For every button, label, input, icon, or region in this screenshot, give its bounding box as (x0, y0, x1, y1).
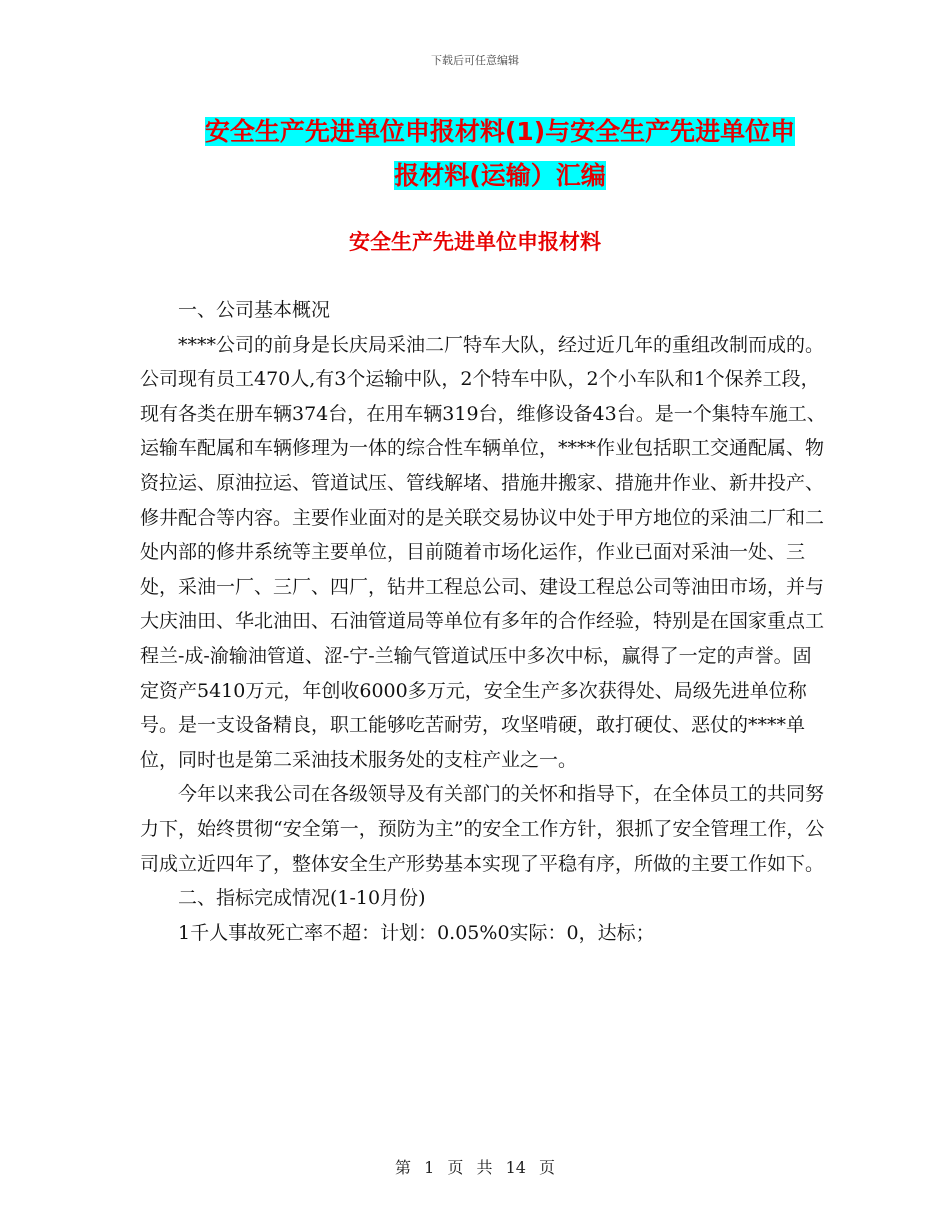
paragraph-company-profile: ****公司的前身是长庆局采油二厂特车大队，经过近几年的重组改制而成的。公司现有员工470人,有3个运输中队，2个特车中队，2个小车队和1个保养工段，现有各类在册车辆374台，在用车辆319台，维修设备43台。是一个集特车施工、运输车配属和车辆修理为一体的综合性车辆单位，****作业包括职工交通配属、物资拉运、原油拉运、管道试压、管线解堵、措施井搬家、措施井作业、新井投产、修井配合等内容。主要作业面对的是关联交易协议中处于甲方地位的采油二厂和二处内部的修井系统等主要单位，目前随着市场化运作，作业已面对采油一处、三处，采油一厂、三厂、四厂，钻井工程总公司、建设工程总公司等油田市场，并与大庆油田、华北油田、石油管道局等单位有多年的合作经验，特别是在国家重点工程兰-成-渝输油管道、涩-宁-兰输气管道试压中多次中标，赢得了一定的声誉。固定资产5410万元，年创收6000多万元，安全生产多次获得处、局级先进单位称号。是一支设备精良，职工能够吃苦耐劳，攻坚啃硬，敢打硬仗、恶仗的****单位，同时也是第二采油技术服务处的支柱产业之一。 (140, 333, 826, 771)
document-title-line-1: 安全生产先进单位申报材料(1)与安全生产先进单位申 (204, 117, 796, 146)
document-title-line-2: 报材料(运输）汇编 (394, 161, 606, 190)
footer-page-prefix: 第 (394, 1158, 411, 1177)
document-body (140, 293, 830, 950)
header-note: 下载后可任意编辑 (431, 54, 519, 67)
section-title: 安全生产先进单位申报材料 (349, 230, 601, 254)
footer-page-total: 14 (505, 1158, 526, 1177)
footer-page-current: 1 (424, 1158, 435, 1177)
document-title (140, 110, 860, 198)
footer-total-prefix: 共 (476, 1158, 493, 1177)
footer-total-unit: 页 (539, 1158, 556, 1177)
heading-company-overview: 一、公司基本概况 (178, 299, 331, 321)
paragraph-safety-work: 今年以来我公司在各级领导及有关部门的关怀和指导下，在全体员工的共同努力下，始终贯彻“安全第一，预防为主”的安全工作方针，狠抓了安全管理工作，公司成立近四年了，整体安全生产形势基本实现了平稳有序，所做的主要工作如下。 (140, 783, 825, 875)
page-footer (0, 1155, 950, 1178)
footer-page-unit: 页 (447, 1158, 464, 1177)
heading-indicator-completion: 二、指标完成情况(1-10月份) (178, 887, 426, 910)
paragraph-indicator-item: 1千人事故死亡率不超：计划：0.05%0实际：0，达标； (178, 921, 655, 944)
